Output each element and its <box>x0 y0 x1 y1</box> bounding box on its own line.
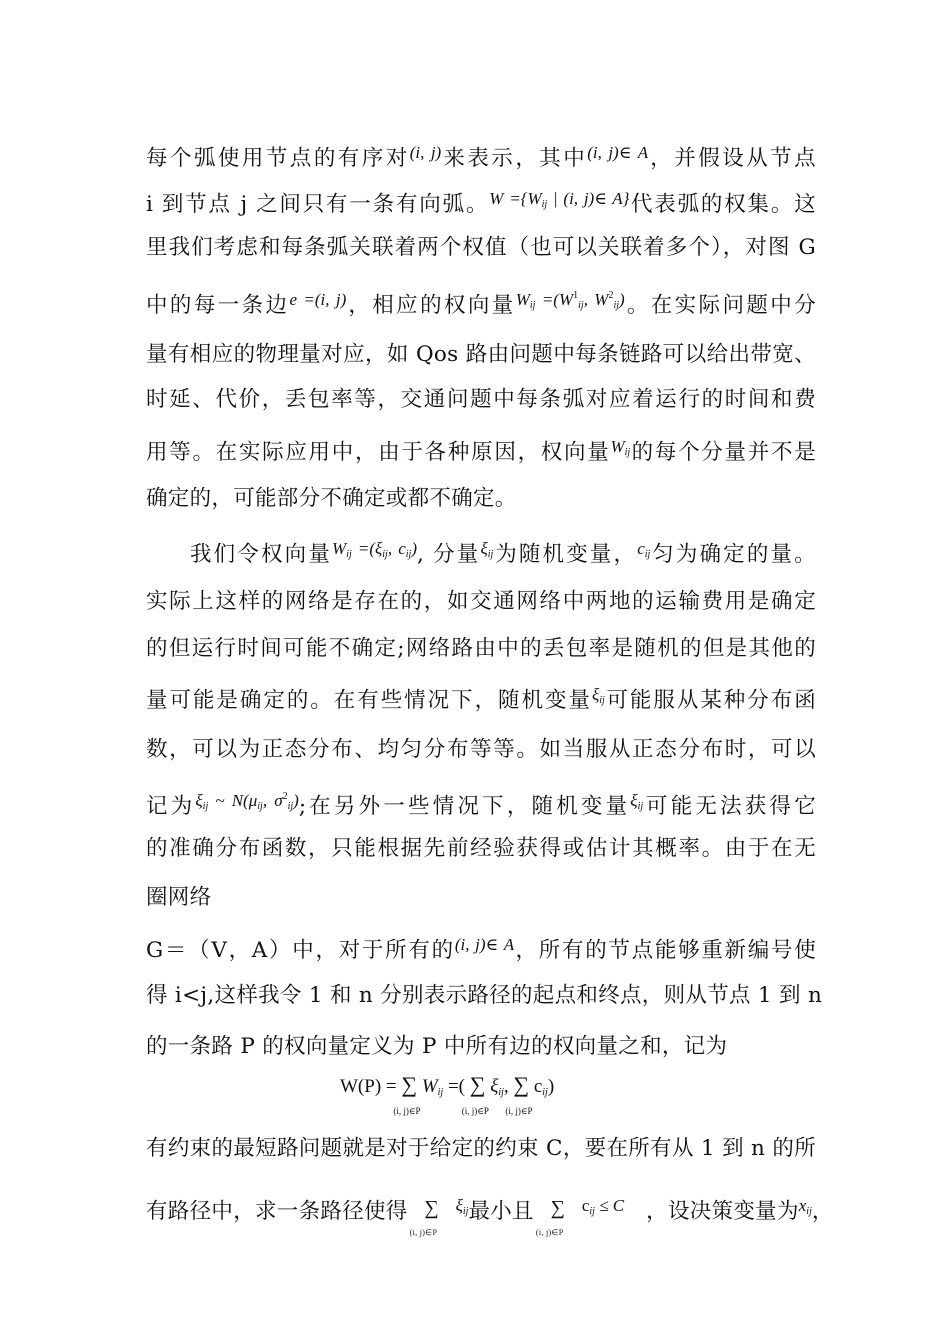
text: 实际上这样的网络是存在的，如交通网络中两地的运输费用是确定 <box>146 589 816 614</box>
math-normal-distribution: ξij ~ N(μij, σ2ij) <box>195 791 299 812</box>
text-line-14 <box>146 782 816 822</box>
math-weight-set: W ={Wij | (i, j)∈ A} <box>489 189 630 210</box>
text: 为随机变量， <box>493 542 638 567</box>
math-ij-in-A: (i, j)∈ A <box>454 935 515 954</box>
text-line-1 <box>146 138 816 174</box>
math-xi: ξij <box>591 685 605 706</box>
eq-term: ξ <box>490 1076 499 1097</box>
text-line-16 <box>146 883 816 913</box>
text: ，所有的节点能够重新编号使 <box>514 938 816 963</box>
math-c: cij <box>637 539 651 560</box>
math-xi: ξij <box>480 539 494 560</box>
text: 可能服从某种分布函 <box>604 688 817 713</box>
text-line-6 <box>146 385 816 415</box>
text-line-15 <box>146 834 816 864</box>
path-weight-equation: W(P) = ∑ (i, j)∈P $W_{ij}$ =( ∑ (i, j)∈P $\xi_{ij}$, ∑ (i, j)∈P $c_{ij}$) <box>340 1072 555 1116</box>
sum-symbol: ∑ (i, j)∈P <box>393 1072 421 1116</box>
math-weight-vector-xi-c: Wij =(ξij, cij) <box>332 539 417 560</box>
math-x: xij <box>798 1196 812 1217</box>
text: 数，可以为正态分布、均匀分布等等。如当服从正态分布时，可以 <box>146 737 816 762</box>
text: i 到节点 j 之间只有一条有向弧。 <box>146 192 490 217</box>
eq-term: W <box>421 1076 438 1097</box>
text: ，相应的权向量 <box>346 293 516 318</box>
text: ， <box>811 1199 834 1224</box>
sum-symbol: ∑ (i, j)∈P <box>461 1072 489 1116</box>
text-line-21 <box>146 1191 834 1237</box>
text: 有路径中，求一条路径使得 <box>146 1199 408 1224</box>
text: 最小且 <box>468 1199 534 1224</box>
sum-symbol: ∑ (i, j)∈P <box>505 1072 533 1116</box>
text-line-13 <box>146 735 816 765</box>
text-line-20 <box>146 1134 816 1164</box>
text: ，设决策变量为 <box>646 1199 799 1224</box>
text: ;在另外一些情况下，随机变量 <box>298 794 631 819</box>
text: 有约束的最短路问题就是对于给定的约束 C，要在所有从 1 到 n 的所 <box>146 1136 816 1161</box>
math-weight-vector: Wij =(W1ij, W2ij) <box>515 290 625 311</box>
math-ij-in-A: (i, j)∈ A <box>587 143 649 162</box>
math-Wij: Wij <box>610 437 631 458</box>
text: 来表示，其中 <box>441 146 588 171</box>
text: 记为 <box>146 794 196 819</box>
math-ij: (i, j) <box>409 143 442 162</box>
text: 匀为确定的量。 <box>650 542 816 567</box>
text: 中的每一条边 <box>146 293 290 318</box>
math-edge: e =(i, j) <box>289 290 347 309</box>
text-line-8 <box>146 484 816 514</box>
text: 的每个分量并不是 <box>630 440 816 465</box>
text: 的准确分布函数，只能根据先前经验获得或估计其概率。由于在无 <box>146 836 816 861</box>
text-line-10 <box>146 587 816 617</box>
text: 每个弧使用节点的有序对 <box>146 146 410 171</box>
eq-term: c <box>533 1076 543 1097</box>
text-line-17 <box>146 930 816 966</box>
text-line-5 <box>146 340 816 370</box>
text: 量可能是确定的。在有些情况下，随机变量 <box>146 688 592 713</box>
sum-xi-constraint: ∑ (i, j)∈P <box>409 1197 439 1237</box>
eq-lhs: W(P) = <box>340 1076 397 1097</box>
text-line-2 <box>146 184 816 220</box>
text-line-3 <box>146 233 816 263</box>
text-line-18 <box>146 981 823 1011</box>
text: 圈网络 <box>146 885 212 910</box>
sum-c-constraint: ∑ (i, j)∈P <box>535 1197 566 1237</box>
text: 里我们考虑和每条弧关联着两个权值（也可以关联着多个），对图 G <box>146 235 816 260</box>
text: 得 i<j,这样我令 1 和 n 分别表示路径的起点和终点，则从节点 1 到 n <box>146 983 823 1008</box>
text-line-12 <box>146 680 816 716</box>
text: 用等。在实际应用中，由于各种原因，权向量 <box>146 440 611 465</box>
math-c-leq-C: cij ≤ C <box>581 1196 625 1217</box>
text-line-9 <box>190 534 816 570</box>
text: 代表弧的权集。这 <box>629 192 816 217</box>
text: G＝（V，A）中，对于所有的 <box>146 938 455 963</box>
text: 。在实际问题中分 <box>624 293 816 318</box>
text: ，并假设从节点 <box>648 146 816 171</box>
eq-mid: =( <box>443 1076 465 1097</box>
math-xi: ξij <box>455 1196 469 1217</box>
text: 可能无法获得它 <box>643 794 816 819</box>
text-line-19 <box>146 1032 816 1062</box>
text: 的一条路 P 的权向量定义为 P 中所有边的权向量之和，记为 <box>146 1034 728 1059</box>
text-line-7 <box>146 432 816 468</box>
text: , 分量 <box>417 542 481 567</box>
text: 我们令权向量 <box>190 542 333 567</box>
text: 的但运行时间可能不确定;网络路由中的丢包率是随机的但是其他的 <box>146 636 816 661</box>
math-xi: ξij <box>630 791 644 812</box>
text-line-4 <box>146 281 816 321</box>
text: 确定的，可能部分不确定或都不确定。 <box>146 486 517 511</box>
text-line-11 <box>146 634 816 664</box>
text: 时延、代价，丢包率等，交通问题中每条弧对应着运行的时间和费 <box>146 387 816 412</box>
text: 量有相应的物理量对应，如 Qos 路由问题中每条链路可以给出带宽、 <box>146 342 816 367</box>
